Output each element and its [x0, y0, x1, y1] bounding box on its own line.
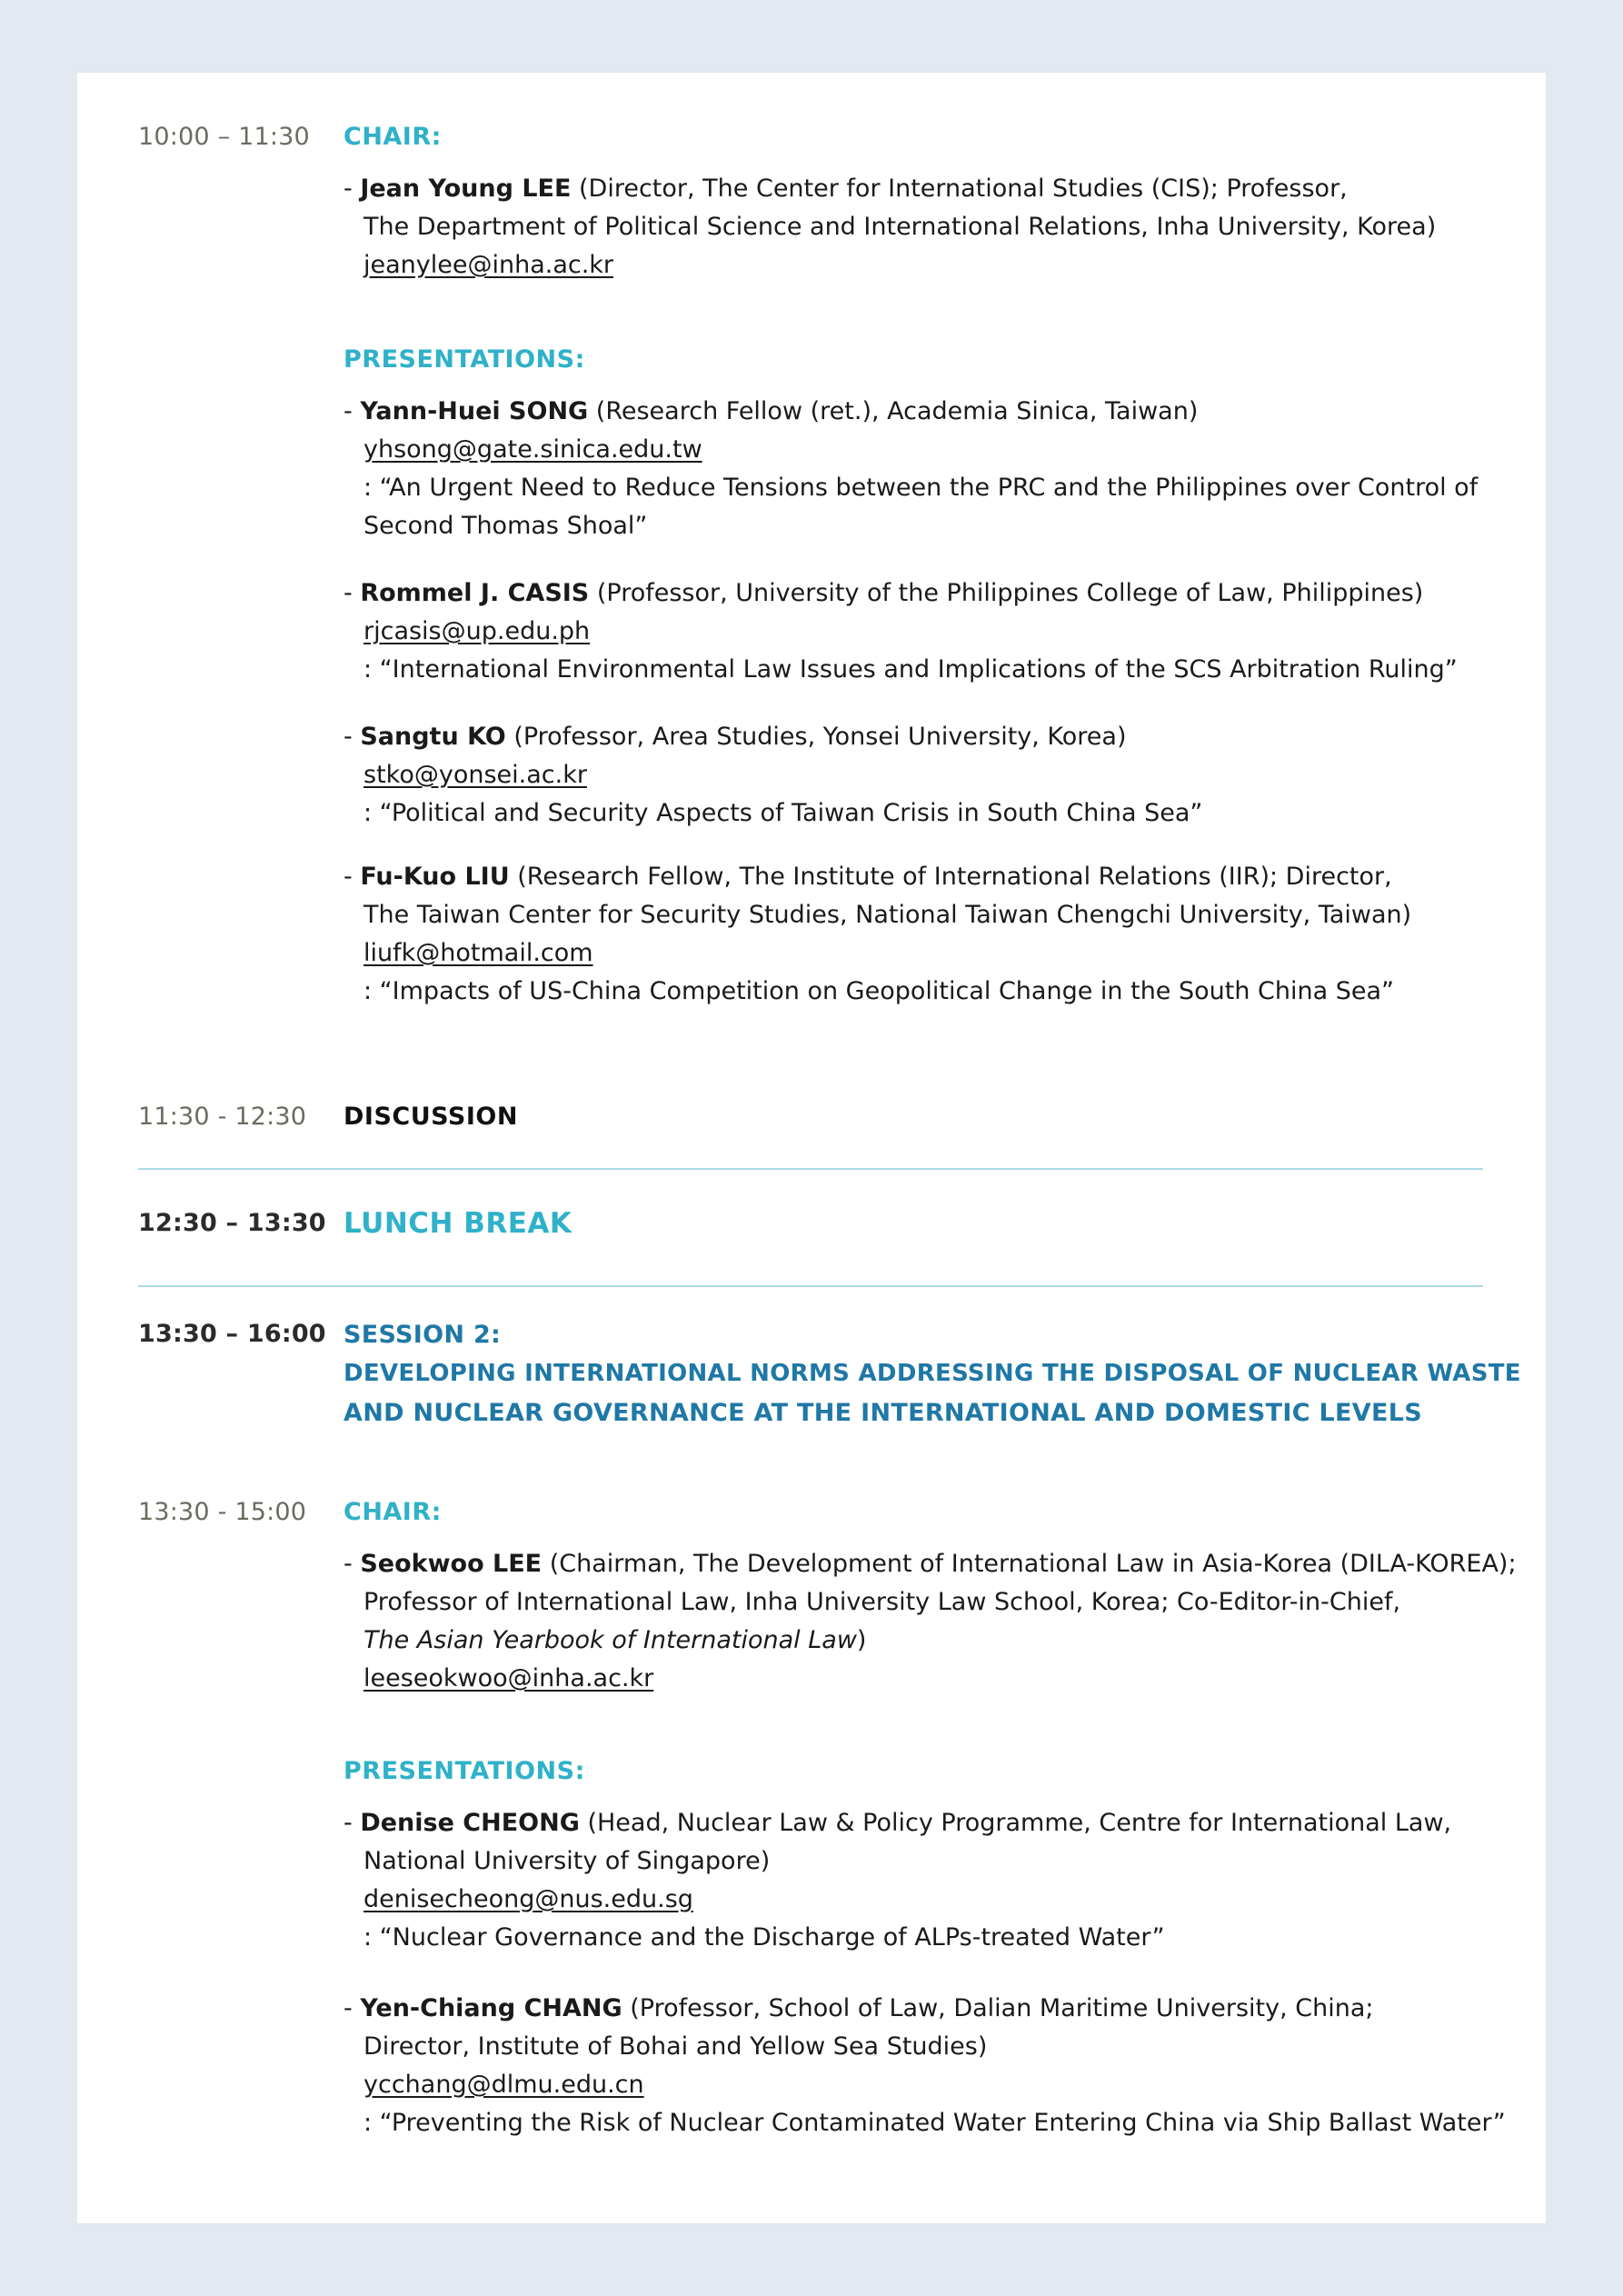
divider — [138, 1285, 1483, 1287]
presenter-affiliation-cont: The Taiwan Center for Security Studies, National Taiwan Chengchi University, Taiwan) — [363, 901, 1412, 929]
presenter-affiliation: (Head, Nuclear Law & Policy Programme, Centre for International Law, — [579, 1809, 1452, 1837]
presenter-name: Yann-Huei SONG — [360, 397, 589, 425]
presenter-entry: - Sangtu KO (Professor, Area Studies, Yonsei University, Korea) stko@yonsei.ac.kr : “Political and Security Aspects of Taiwan Crisis in South China Sea” — [344, 718, 1516, 833]
presentation-title: : “An Urgent Need to Reduce Tensions between the PRC and the Philippines over Control of — [363, 474, 1479, 502]
presenter-entry: - Yann-Huei SONG (Research Fellow (ret.), Academia Sinica, Taiwan) yhsong@gate.sinica.edu.tw : “An Urgent Need to Reduce Tensions between the PRC and the Philippines over Control of Second Thomas Shoal” — [344, 393, 1516, 545]
presenter-email-link[interactable]: ycchang@dlmu.edu.cn — [363, 2071, 644, 2099]
presenter-entry: - Fu-Kuo LIU (Research Fellow, The Institute of International Relations (IIR); Director, The Taiwan Center for Security Studies, National Taiwan Chengchi University, Taiwan) liufk@hotmail.com : “Impacts of US-China Competition on Geopolitical Change in the South China Sea” — [344, 858, 1516, 1011]
presenter-name: Yen-Chiang CHANG — [360, 1994, 622, 2022]
chair-entry: - Jean Young LEE (Director, The Center for International Studies (CIS); Professor, The Department of Political Science and International Relations, Inha University, Korea) jeanylee@inha.ac.kr — [344, 170, 1516, 285]
chair-email-link[interactable]: jeanylee@inha.ac.kr — [363, 251, 614, 279]
presenter-name: Rommel J. CASIS — [360, 579, 590, 607]
time-slot: 13:30 - 15:00 — [138, 1498, 307, 1526]
presentation-title: : “Nuclear Governance and the Discharge of ALPs-treated Water” — [363, 1923, 1165, 1952]
presenter-email-link[interactable]: rjcasis@up.edu.ph — [363, 617, 591, 645]
presentation-title: : “Political and Security Aspects of Taiwan Crisis in South China Sea” — [363, 799, 1203, 827]
presenter-email-link[interactable]: stko@yonsei.ac.kr — [363, 761, 587, 789]
chair-heading: CHAIR: — [344, 1498, 442, 1526]
session-subtitle: DEVELOPING INTERNATIONAL NORMS ADDRESSING THE DISPOSAL OF NUCLEAR WASTE — [344, 1360, 1521, 1387]
presenter-affiliation: (Research Fellow (ret.), Academia Sinica, Taiwan) — [588, 397, 1199, 425]
presentations-heading: PRESENTATIONS: — [344, 345, 585, 374]
chair-affiliation: (Chairman, The Development of International Law in Asia-Korea (DILA-KOREA); — [542, 1550, 1517, 1578]
presenter-email-link[interactable]: denisecheong@nus.edu.sg — [363, 1885, 693, 1913]
presenter-entry: - Denise CHEONG (Head, Nuclear Law & Policy Programme, Centre for International Law, National University of Singapore) denisecheong@nus.edu.sg : “Nuclear Governance and the Discharge of ALPs-treated Water” — [344, 1804, 1516, 1957]
presenter-name: Fu-Kuo LIU — [360, 863, 510, 891]
presenter-affiliation: (Professor, School of Law, Dalian Maritime University, China; — [622, 1994, 1374, 2022]
presenter-affiliation: (Professor, University of the Philippines College of Law, Philippines) — [589, 579, 1424, 607]
presentation-title: : “Impacts of US-China Competition on Geopolitical Change in the South China Sea” — [363, 977, 1395, 1005]
yearbook-title: The Asian Yearbook of International Law — [363, 1626, 857, 1654]
lunch-label: LUNCH BREAK — [344, 1207, 573, 1240]
chair-affiliation-end: ) — [856, 1626, 867, 1654]
presentation-title: : “International Environmental Law Issues and Implications of the SCS Arbitration Ruling” — [363, 655, 1458, 684]
presenter-affiliation: (Professor, Area Studies, Yonsei University, Korea) — [505, 723, 1127, 751]
time-slot: 13:30 – 16:00 — [138, 1320, 326, 1348]
session-title: SESSION 2: — [344, 1321, 502, 1349]
presentation-title-cont: Second Thomas Shoal” — [363, 512, 648, 540]
presenter-email-link[interactable]: yhsong@gate.sinica.edu.tw — [363, 435, 702, 464]
time-slot: 11:30 - 12:30 — [138, 1103, 307, 1131]
chair-name: Seokwoo LEE — [360, 1550, 543, 1578]
chair-affiliation: (Director, The Center for International Studies (CIS); Professor, — [571, 175, 1348, 203]
chair-affiliation-cont: The Department of Political Science and International Relations, Inha University, Korea) — [363, 213, 1437, 241]
session-subtitle-cont: AND NUCLEAR GOVERNANCE AT THE INTERNATIONAL AND DOMESTIC LEVELS — [344, 1399, 1422, 1427]
presentations-heading: PRESENTATIONS: — [344, 1757, 585, 1785]
presenter-affiliation-cont: Director, Institute of Bohai and Yellow Sea Studies) — [363, 2032, 988, 2061]
chair-heading: CHAIR: — [344, 123, 442, 151]
discussion-label: DISCUSSION — [344, 1103, 518, 1131]
divider — [138, 1168, 1483, 1170]
presentation-title: : “Preventing the Risk of Nuclear Contaminated Water Entering China via Ship Ballast Water” — [363, 2109, 1506, 2137]
program-page — [77, 73, 1546, 2223]
chair-entry: - Seokwoo LEE (Chairman, The Development of International Law in Asia-Korea (DILA-KOREA); Professor of International Law, Inha University Law School, Korea; Co-Editor-in-Chief, The Asian Yearbook of International Law) leeseokwoo@inha.ac.kr — [344, 1550, 1517, 1692]
presenter-name: Denise CHEONG — [360, 1809, 580, 1837]
presenter-entry: - Rommel J. CASIS (Professor, University of the Philippines College of Law, Philippines) rjcasis@up.edu.ph : “International Environmental Law Issues and Implications of the SCS Arbitration Ruling” — [344, 574, 1516, 689]
chair-name: Jean Young LEE — [360, 175, 572, 203]
presenter-affiliation: (Research Fellow, The Institute of International Relations (IIR); Director, — [509, 863, 1392, 891]
presenter-name: Sangtu KO — [360, 723, 506, 751]
presenter-affiliation-cont: National University of Singapore) — [363, 1847, 771, 1875]
time-slot: 12:30 – 13:30 — [138, 1209, 326, 1237]
presenter-email-link[interactable]: liufk@hotmail.com — [363, 939, 593, 967]
chair-affiliation-cont: Professor of International Law, Inha University Law School, Korea; Co-Editor-in-Chief, — [363, 1588, 1401, 1616]
time-slot: 10:00 – 11:30 — [138, 123, 310, 151]
presenter-entry: - Yen-Chiang CHANG (Professor, School of Law, Dalian Maritime University, China; Director, Institute of Bohai and Yellow Sea Studies) ycchang@dlmu.edu.cn : “Preventing the Risk of Nuclear Contaminated Water Entering China via Ship Ballast Water” — [344, 1990, 1516, 2142]
chair-email-link[interactable]: leeseokwoo@inha.ac.kr — [363, 1664, 654, 1692]
